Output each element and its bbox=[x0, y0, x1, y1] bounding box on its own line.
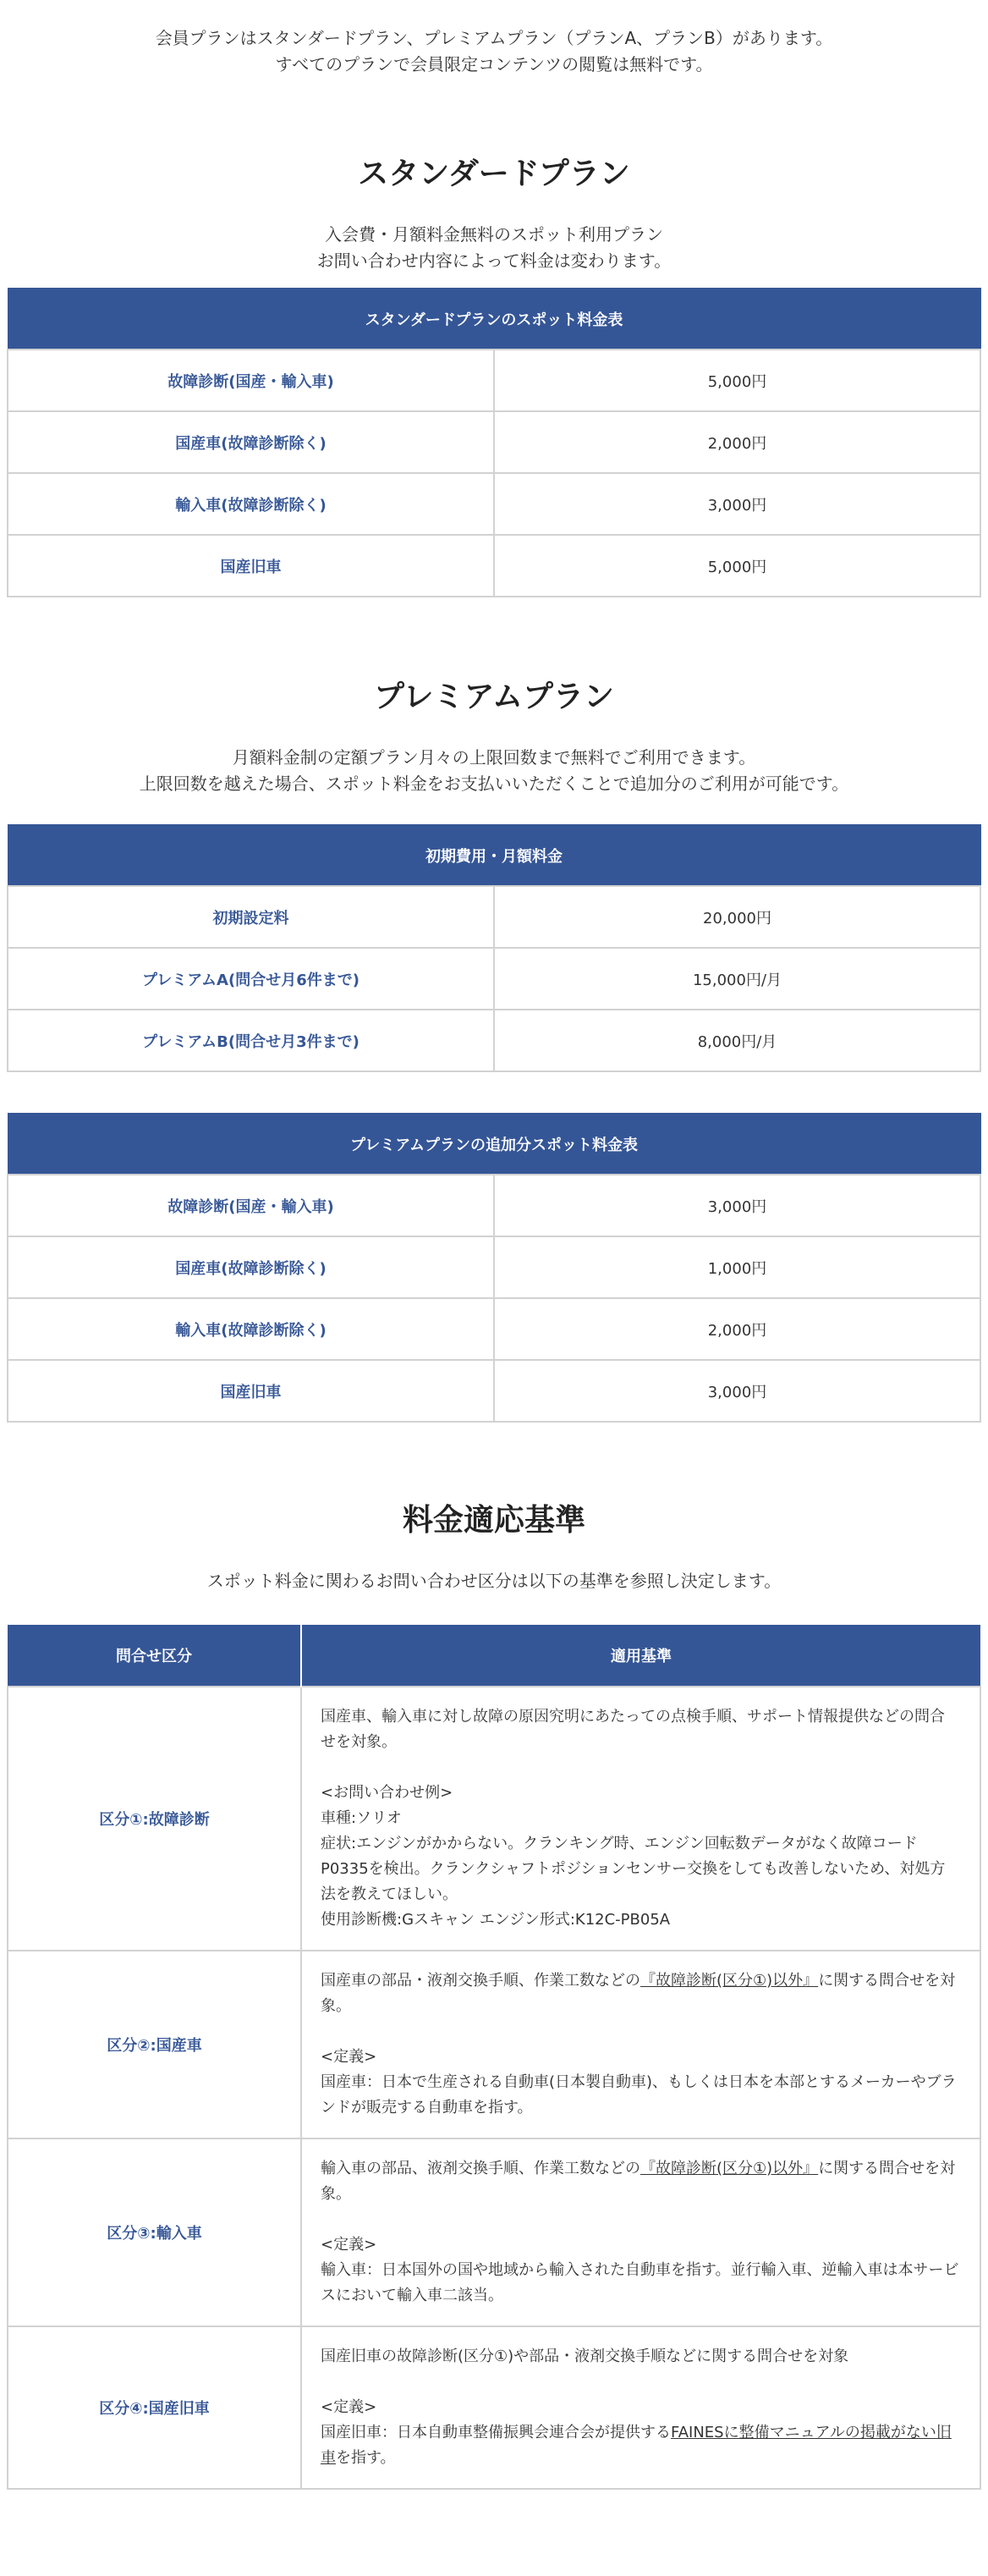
row-value: 3,000円 bbox=[494, 1175, 980, 1236]
row-value: 5,000円 bbox=[494, 535, 980, 597]
row-label: 区分②:国産車 bbox=[8, 1951, 301, 2138]
row-body-text: 輸入車：日本国外の国や地域から輸入された自動車を指す。並行輸入車、逆輸入車は本サービスにおいて輸入車二該当。 bbox=[321, 2261, 959, 2304]
column-header-criteria: 適用基準 bbox=[301, 1625, 980, 1687]
row-body-text: 症状:エンジンがかからない。クランキング時、エンジン回転数データがなく故障コードP0335を検出。クランクシャフトポジションセンサー交換をしても改善しないため、対処方法を教えてほしい。 bbox=[321, 1835, 946, 1903]
intro-line-1: 会員プランはスタンダードプラン、プレミアムプラン（プランA、プランB）があります。 bbox=[155, 28, 833, 48]
table-row bbox=[8, 1951, 980, 2138]
premium-plan-desc bbox=[0, 745, 988, 797]
row-label: 初期設定料 bbox=[8, 886, 494, 948]
row-body-text: 国産車、輸入車に対し故障の原因究明にあたっての点検手順、サポート情報提供などの問合せを対象。 bbox=[321, 1708, 945, 1751]
text-segment: 国産車の部品・液剤交換手順、作業工数などの bbox=[321, 1972, 640, 1990]
text-segment: を指す。 bbox=[336, 2449, 396, 2467]
table-header: プレミアムプランの追加分スポット料金表 bbox=[8, 1114, 980, 1175]
intro-text bbox=[0, 0, 988, 78]
row-label: プレミアムB(問合せ月3件まで) bbox=[8, 1010, 494, 1071]
row-body bbox=[301, 2326, 980, 2489]
text-segment: に関する問合せを対象。 bbox=[321, 2160, 956, 2203]
emphasis-underline: 『故障診断(区分①)以外』 bbox=[640, 1972, 819, 1990]
table-row bbox=[8, 411, 980, 473]
row-body-text: 国産車：日本で生産される自動車(日本製自動車)、もしくは日本を本部とするメーカーやブランドが販売する自動車を指す。 bbox=[321, 2073, 957, 2116]
intro-line-2: すべてのプランで会員限定コンテンツの閲覧は無料です。 bbox=[275, 54, 713, 74]
table-row bbox=[8, 2138, 980, 2326]
row-label: 国産車(故障診断除く) bbox=[8, 411, 494, 473]
standard-plan-desc bbox=[0, 222, 988, 274]
criteria-title: 料金適応基準 bbox=[402, 1503, 585, 1538]
table-row bbox=[8, 2326, 980, 2489]
row-body-text bbox=[321, 2156, 959, 2207]
row-value: 2,000円 bbox=[494, 411, 980, 473]
table-row bbox=[8, 473, 980, 535]
table-header: 初期費用・月額料金 bbox=[8, 825, 980, 887]
row-body-heading: <定義> bbox=[321, 2236, 377, 2254]
row-label: プレミアムA(問合せ月6件まで) bbox=[8, 948, 494, 1010]
table-row bbox=[8, 1010, 980, 1071]
table-row bbox=[8, 535, 980, 597]
row-label: 故障診断(国産・輸入車) bbox=[8, 1175, 494, 1236]
row-value: 3,000円 bbox=[494, 473, 980, 535]
row-value: 3,000円 bbox=[494, 1360, 980, 1422]
criteria-desc-line: スポット料金に関わるお問い合わせ区分は以下の基準を参照し決定します。 bbox=[206, 1571, 782, 1591]
table-row bbox=[8, 1687, 980, 1951]
table-row bbox=[8, 1360, 980, 1422]
row-value: 20,000円 bbox=[494, 886, 980, 948]
criteria-table bbox=[7, 1625, 981, 2490]
standard-spot-price-table bbox=[7, 288, 981, 597]
table-row bbox=[8, 886, 980, 948]
row-body bbox=[301, 1951, 980, 2138]
table-row bbox=[8, 1298, 980, 1360]
row-label: 故障診断(国産・輸入車) bbox=[8, 350, 494, 411]
column-header-category: 問合せ区分 bbox=[8, 1625, 301, 1687]
table-row bbox=[8, 1236, 980, 1298]
premium-plan-title: プレミアムプラン bbox=[373, 680, 615, 714]
row-body-heading: <お問い合わせ例> bbox=[321, 1784, 453, 1802]
row-body-text: 車種:ソリオ bbox=[321, 1809, 402, 1827]
premium-spot-price-table bbox=[7, 1113, 981, 1423]
row-body-text: 国産旧車の故障診断(区分①)や部品・液剤交換手順などに関する問合せを対象 bbox=[321, 2348, 849, 2365]
row-label: 国産車(故障診断除く) bbox=[8, 1236, 494, 1298]
premium-fee-table bbox=[7, 824, 981, 1072]
row-value: 1,000円 bbox=[494, 1236, 980, 1298]
row-value: 8,000円/月 bbox=[494, 1010, 980, 1071]
row-label: 国産旧車 bbox=[8, 1360, 494, 1422]
table-row bbox=[8, 1175, 980, 1236]
row-body-text: 使用診断機:Gスキャン エンジン形式:K12C-PB05A bbox=[321, 1911, 671, 1929]
text-segment: 国産旧車：日本自動車整備振興会連合会が提供する bbox=[321, 2424, 671, 2441]
standard-desc-line-1: 入会費・月額料金無料のスポット利用プラン bbox=[325, 224, 663, 245]
row-label: 輸入車(故障診断除く) bbox=[8, 473, 494, 535]
row-body-text bbox=[321, 1968, 959, 2019]
row-value: 5,000円 bbox=[494, 350, 980, 411]
text-segment: に関する問合せを対象。 bbox=[321, 1972, 956, 2015]
row-body-text bbox=[321, 2420, 959, 2471]
row-body bbox=[301, 2138, 980, 2326]
premium-desc-line-1: 月額料金制の定額プラン月々の上限回数まで無料でご利用できます。 bbox=[232, 747, 756, 768]
row-label: 区分③:輸入車 bbox=[8, 2138, 301, 2326]
faines-link[interactable]: FAINESに整備マニュアルの掲載がない旧車 bbox=[321, 2424, 952, 2467]
row-body bbox=[301, 1687, 980, 1951]
text-segment: 輸入車の部品、液剤交換手順、作業工数などの bbox=[321, 2160, 640, 2177]
row-label: 区分①:故障診断 bbox=[8, 1687, 301, 1951]
table-row bbox=[8, 948, 980, 1010]
table-row bbox=[8, 350, 980, 411]
row-body-heading: <定義> bbox=[321, 2398, 377, 2416]
emphasis-underline: 『故障診断(区分①)以外』 bbox=[640, 2160, 819, 2177]
criteria-desc bbox=[0, 1568, 988, 1594]
table-header: スタンダードプランのスポット料金表 bbox=[8, 289, 980, 350]
row-value: 15,000円/月 bbox=[494, 948, 980, 1010]
row-label: 輸入車(故障診断除く) bbox=[8, 1298, 494, 1360]
row-label: 国産旧車 bbox=[8, 535, 494, 597]
row-body-heading: <定義> bbox=[321, 2048, 377, 2066]
standard-plan-title: スタンダードプラン bbox=[358, 157, 630, 191]
row-value: 2,000円 bbox=[494, 1298, 980, 1360]
standard-desc-line-2: お問い合わせ内容によって料金は変わります。 bbox=[316, 250, 672, 271]
premium-desc-line-2: 上限回数を越えた場合、スポット料金をお支払いいただくことで追加分のご利用が可能です。 bbox=[139, 773, 849, 794]
row-label: 区分④:国産旧車 bbox=[8, 2326, 301, 2489]
